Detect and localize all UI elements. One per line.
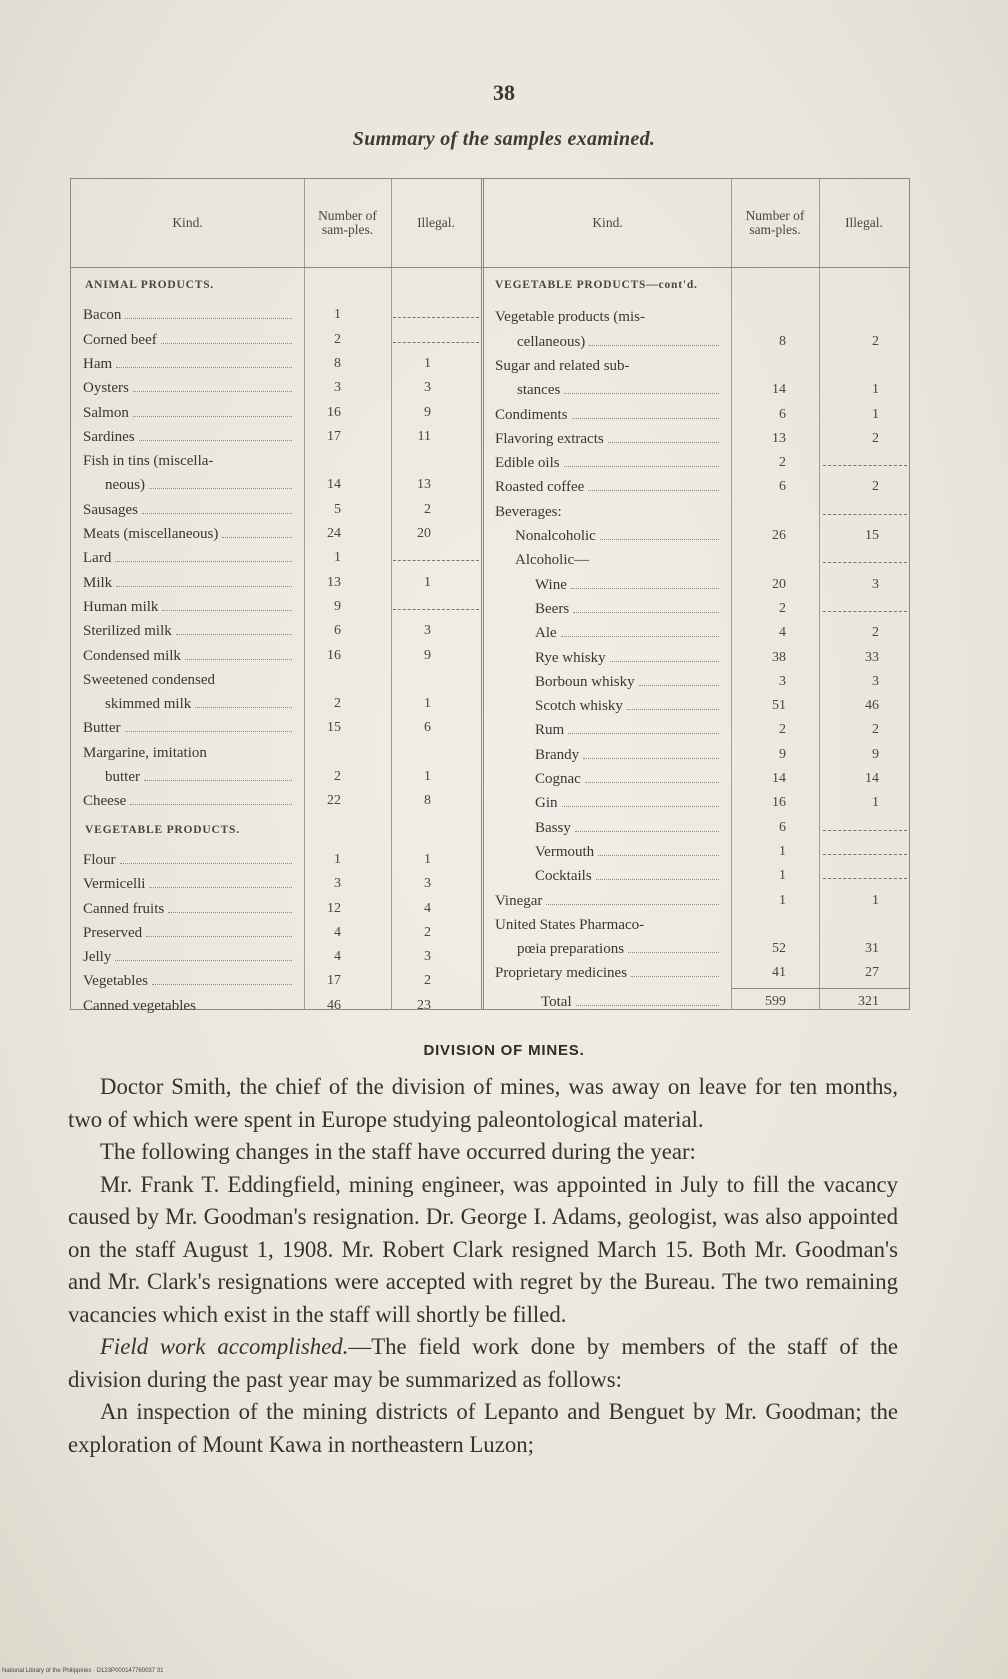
empty-dash [393,316,479,318]
row-kind [495,305,725,329]
section-heading: VEGETABLE PRODUCTS. [85,823,240,836]
center-double-rule [481,179,484,1009]
row-kind-label: Lard [83,550,112,567]
division-heading: DIVISION OF MINES. [423,1042,585,1059]
row-kind [495,475,725,499]
empty-dash [823,513,907,515]
dot-leader [583,746,719,759]
row-number: 15 [865,528,879,543]
row-number: 2 [334,769,341,784]
row-kind [495,403,725,427]
row-kind [495,913,725,937]
dot-leader [561,624,719,637]
row-kind-label: Flour [83,851,116,868]
row-number: 3 [424,949,431,965]
row-kind-label: skimmed milk [105,696,192,713]
empty-dash [823,853,907,855]
row-kind [517,330,725,354]
row-kind-label: Total [541,993,572,1010]
row-number: 1 [424,696,431,712]
row-number: 1 [334,851,341,867]
dot-leader [600,527,719,540]
row-kind [535,743,725,767]
dot-leader [139,428,292,441]
row-number: 321 [858,993,879,1009]
row-kind-label: Canned vegetables [83,997,196,1014]
row-number: 2 [424,501,431,517]
dot-leader [125,306,292,319]
row-number: 4 [779,625,786,641]
dot-leader [564,381,719,394]
row-number: 17 [327,428,341,444]
dot-leader [130,792,292,805]
row-kind [515,548,725,572]
row-number: 9 [334,598,341,614]
row-number: 1 [872,892,879,908]
page-number: 38 [493,80,515,105]
dot-leader [116,355,292,368]
row-number: 3 [872,673,879,689]
row-kind [83,789,298,813]
row-kind [83,303,298,327]
row-kind [83,498,298,522]
section-heading: ANIMAL PRODUCTS. [85,279,215,291]
row-number: 3 [334,876,341,892]
row-number: 4 [334,949,341,965]
row-number: 24 [327,526,341,541]
row-kind-label: Salmon [83,404,129,421]
row-kind [83,425,298,449]
row-kind-label: stances [517,382,561,399]
row-kind [517,378,725,402]
row-kind [535,791,725,815]
summary-table [70,178,910,1014]
body-paragraph [68,1071,898,1136]
dot-leader [596,867,719,880]
row-number: 3 [424,380,431,396]
row-number: 16 [772,795,786,811]
empty-dash [823,464,907,466]
paragraph-text: —The field work done by members of the staff of the division during the past year may be summarized as follows: [68,1334,898,1392]
row-number: 2 [872,479,879,495]
body-text [68,1071,898,1461]
row-number: 9 [424,647,431,663]
dot-leader [149,875,292,888]
row-kind-label: Cheese [83,793,127,810]
row-number: 1 [424,769,431,784]
row-number: 9 [424,404,431,420]
row-kind [83,994,298,1018]
row-number: 27 [865,965,879,981]
dot-leader [608,430,719,443]
dot-leader [120,851,292,864]
row-number: 31 [865,941,879,957]
dot-leader [589,333,719,346]
dot-leader [588,478,719,491]
row-number: 6 [779,819,786,835]
row-kind-label: Alcoholic— [515,552,590,569]
row-kind [83,352,298,376]
row-kind [83,328,298,352]
empty-dash [393,341,479,343]
row-kind-label: Condiments [495,406,568,423]
dot-leader [152,972,292,985]
row-kind [535,597,725,621]
row-kind-label: Canned fruits [83,900,165,917]
row-number: 3 [424,623,431,639]
row-number: 1 [424,851,431,867]
row-kind-label: Oysters [83,380,129,397]
row-number: 16 [327,404,341,420]
row-number: 2 [424,924,431,940]
dot-leader [195,695,292,708]
dot-leader [568,721,719,734]
row-kind [105,765,298,789]
row-kind-label: United States Pharmaco- [495,916,645,933]
body-paragraph [68,1169,898,1332]
row-number: 20 [417,526,431,541]
row-kind-label: Scotch whisky [535,698,623,715]
row-kind-label: Vermouth [535,843,595,860]
dot-leader [576,993,719,1006]
row-kind [535,621,725,645]
row-number: 22 [327,793,341,809]
row-number: 3 [779,673,786,689]
row-kind-label: Beverages: [495,503,562,520]
row-number: 11 [417,428,431,444]
row-kind [83,848,298,872]
row-kind-label: Vinegar [495,892,543,909]
dot-leader [161,331,292,344]
dot-leader [585,770,719,783]
row-number: 599 [765,993,786,1009]
row-kind [495,961,725,985]
row-kind-label: cellaneous) [517,333,586,350]
row-kind [535,646,725,670]
row-number: 1 [334,550,341,566]
row-number: 3 [424,876,431,892]
row-number: 2 [872,722,879,738]
row-kind-label: Sugar and related sub- [495,357,630,374]
body-paragraph [68,1136,898,1169]
row-kind-label: Edible oils [495,455,560,472]
row-number: 4 [424,900,431,916]
row-kind-label: Sausages [83,501,138,518]
row-kind-label: Vegetable products (mis- [495,309,645,326]
dot-leader [598,843,719,856]
row-kind-label: Vermicelli [83,876,146,893]
row-kind-label: Milk [83,574,113,591]
row-kind [83,668,298,692]
row-kind-label: Brandy [535,746,580,763]
row-kind-label: Ale [535,625,557,642]
dot-leader [562,794,719,807]
empty-dash [393,559,479,561]
dot-leader [185,647,292,660]
row-number: 1 [872,382,879,398]
row-number: 4 [334,924,341,940]
row-number: 13 [417,477,431,493]
row-number: 14 [327,477,341,493]
row-kind-label: Meats (miscellaneous) [83,526,219,542]
row-kind [517,937,725,961]
empty-dash [823,877,907,879]
dot-leader [564,454,719,467]
row-kind [83,401,298,425]
row-number: 38 [772,649,786,665]
dot-leader [546,892,719,905]
table-title: Summary of the samples examined. [352,128,656,150]
row-number: 2 [424,973,431,989]
header-kind-left: Kind. [172,215,203,230]
header-rule [71,267,909,268]
row-kind [535,816,725,840]
row-kind-label: Margarine, imitation [83,744,207,761]
row-number: 14 [865,771,879,786]
row-kind [83,571,298,595]
row-kind-label: Wine [535,576,567,593]
row-number: 8 [334,355,341,371]
row-number: 2 [779,455,786,471]
footer-note: National Library of the Philippines · D123P000147760037 31 [2,1668,164,1674]
row-kind-label: Human milk [83,598,159,615]
row-kind [83,969,298,993]
row-number: 2 [779,722,786,738]
row-kind-label: Ham [83,355,113,372]
row-number: 8 [424,793,431,809]
row-kind-label: Butter [83,720,121,737]
row-number: 1 [424,355,431,371]
dot-leader [115,948,292,961]
empty-dash [823,561,907,563]
row-number: 1 [424,574,431,590]
row-kind-label: Borboun whisky [535,673,635,690]
row-number: 6 [334,623,341,639]
row-number: 1 [334,307,341,323]
row-number: 14 [772,382,786,398]
row-number: 5 [334,501,341,517]
dot-leader [572,406,719,419]
dot-leader [575,819,719,832]
row-kind-label: Rye whisky [535,649,606,666]
row-kind [83,619,298,643]
row-kind-label: Sweetened condensed [83,671,216,688]
row-kind [535,718,725,742]
row-kind [83,595,298,619]
dot-leader [149,476,292,489]
row-number: 6 [779,479,786,495]
row-kind-label: Flavoring extracts [495,430,604,447]
row-number: 2 [872,625,879,641]
row-kind [105,473,298,497]
row-number: 33 [865,649,879,665]
paragraph-text: Mr. Frank T. Eddingfield, mining engineer, was appointed in July to fill the vacancy caused by Mr. Goodman's resignation. Dr. George I. Adams, geologist, was also appointed on the staff August 1, 1908. Mr. Robert Clark resigned March 15. Both Mr. Goodman's and Mr. Clark's resignations were accepted with regret by the Bureau. The two remaining vacancies which exist in the staff will shortly be filled. [68,1171,898,1327]
paragraph-text: An inspection of the mining districts of Lepanto and Benguet by Mr. Goodman; the exploration of Mount Kawa in northeastern Luzon; [68,1399,898,1457]
row-number: 2 [872,333,879,349]
dot-leader [176,622,292,635]
row-number: 26 [772,528,786,543]
row-number: 3 [334,380,341,396]
row-kind-label: Rum [535,722,565,739]
dot-leader [144,768,292,781]
dot-leader [200,997,292,1010]
row-kind [495,451,725,475]
row-kind [83,897,298,921]
row-kind [495,500,725,524]
row-number: 6 [779,406,786,422]
dot-leader [142,501,292,514]
row-number: 1 [779,892,786,908]
row-number: 12 [327,900,341,916]
row-kind [83,872,298,896]
row-kind-label: butter [105,769,140,785]
row-kind-label: Cocktails [535,868,592,885]
row-number: 15 [327,720,341,736]
row-kind-label: Jelly [83,949,112,966]
dot-leader [571,576,719,589]
row-kind [535,573,725,597]
row-kind [535,670,725,694]
row-number: 52 [772,941,786,957]
row-kind [535,767,725,791]
row-number: 2 [779,600,786,616]
row-number: 1 [779,868,786,884]
row-kind-label: Bacon [83,307,122,324]
row-number: 3 [872,576,879,592]
row-kind-label: Nonalcoholic [515,528,596,544]
row-number: 1 [872,795,879,811]
total-rule [731,988,909,989]
header-illegal-right: Illegal. [845,215,883,230]
row-kind [541,990,725,1014]
paragraph-text: Doctor Smith, the chief of the division of mines, was away on leave for ten months, two of which were spent in Europe studying paleontological material. [68,1074,898,1132]
dot-leader [628,940,719,953]
row-number: 2 [334,331,341,347]
row-kind [495,354,725,378]
row-kind-label: Corned beef [83,331,157,348]
row-number: 6 [424,720,431,736]
row-number: 23 [417,997,431,1013]
row-kind [495,889,725,913]
row-number: 9 [872,746,879,762]
dot-leader [116,574,292,587]
body-paragraph [68,1396,898,1461]
row-number: 2 [334,696,341,712]
row-kind [495,427,725,451]
row-kind [535,864,725,888]
row-number: 14 [772,771,786,786]
row-kind-label: Preserved [83,924,143,941]
row-kind [83,546,298,570]
row-number: 41 [772,965,786,981]
paragraph-text: The following changes in the staff have occurred during the year: [100,1139,696,1164]
empty-dash [393,608,479,610]
row-number: 13 [327,574,341,590]
row-kind-label: Sterilized milk [83,623,172,640]
row-kind-label: pœia preparations [517,941,625,958]
row-kind-label: Sardines [83,428,135,445]
row-kind-label: Bassy [535,819,571,836]
row-number: 46 [327,997,341,1013]
row-kind [83,522,298,546]
row-kind-label: Cognac [535,771,581,787]
dot-leader [125,719,292,732]
dot-leader [146,924,292,937]
row-number: 9 [779,746,786,762]
paragraph-run-in-heading: Field work accomplished. [100,1334,349,1359]
section-heading: VEGETABLE PRODUCTS—cont'd. [495,279,698,291]
empty-dash [823,610,907,612]
dot-leader [168,900,292,913]
row-number: 16 [327,647,341,663]
row-number: 17 [327,973,341,989]
row-kind-label: Fish in tins (miscella- [83,453,214,470]
header-number-left: Number of sam-ples. [318,208,377,237]
row-kind [83,741,298,765]
row-kind [535,840,725,864]
dot-leader [610,649,719,662]
row-kind [83,644,298,668]
header-number-right: Number of sam-ples. [745,208,805,237]
row-number: 1 [872,406,879,422]
dot-leader [639,673,719,686]
dot-leader [133,379,292,392]
dot-leader [627,697,719,710]
row-number: 51 [772,698,786,714]
dot-leader [631,964,719,977]
body-paragraph [68,1331,898,1396]
row-kind-label: Condensed milk [83,647,181,664]
row-number: 1 [779,843,786,859]
row-number: 13 [772,430,786,446]
row-kind [83,716,298,740]
row-kind [83,449,298,473]
dot-leader [162,598,292,611]
row-kind [105,692,298,716]
row-kind [83,945,298,969]
row-kind-label: Vegetables [83,973,148,990]
dot-leader [115,549,292,562]
header-kind-right: Kind. [592,215,623,230]
row-kind [535,694,725,718]
row-number: 8 [779,333,786,349]
header-illegal-left: Illegal. [417,215,455,230]
row-kind-label: Beers [535,600,570,617]
row-kind [515,524,725,548]
row-kind [83,376,298,400]
row-kind-label: neous) [105,477,145,494]
dot-leader [133,404,292,417]
row-number: 20 [772,576,786,592]
empty-dash [823,829,907,831]
row-number: 2 [872,430,879,446]
row-number: 46 [865,698,879,714]
row-kind-label: Gin [535,795,558,812]
row-kind-label: Proprietary medicines [495,965,628,982]
row-kind [83,921,298,945]
row-kind-label: Roasted coffee [495,479,585,496]
dot-leader [573,600,719,613]
